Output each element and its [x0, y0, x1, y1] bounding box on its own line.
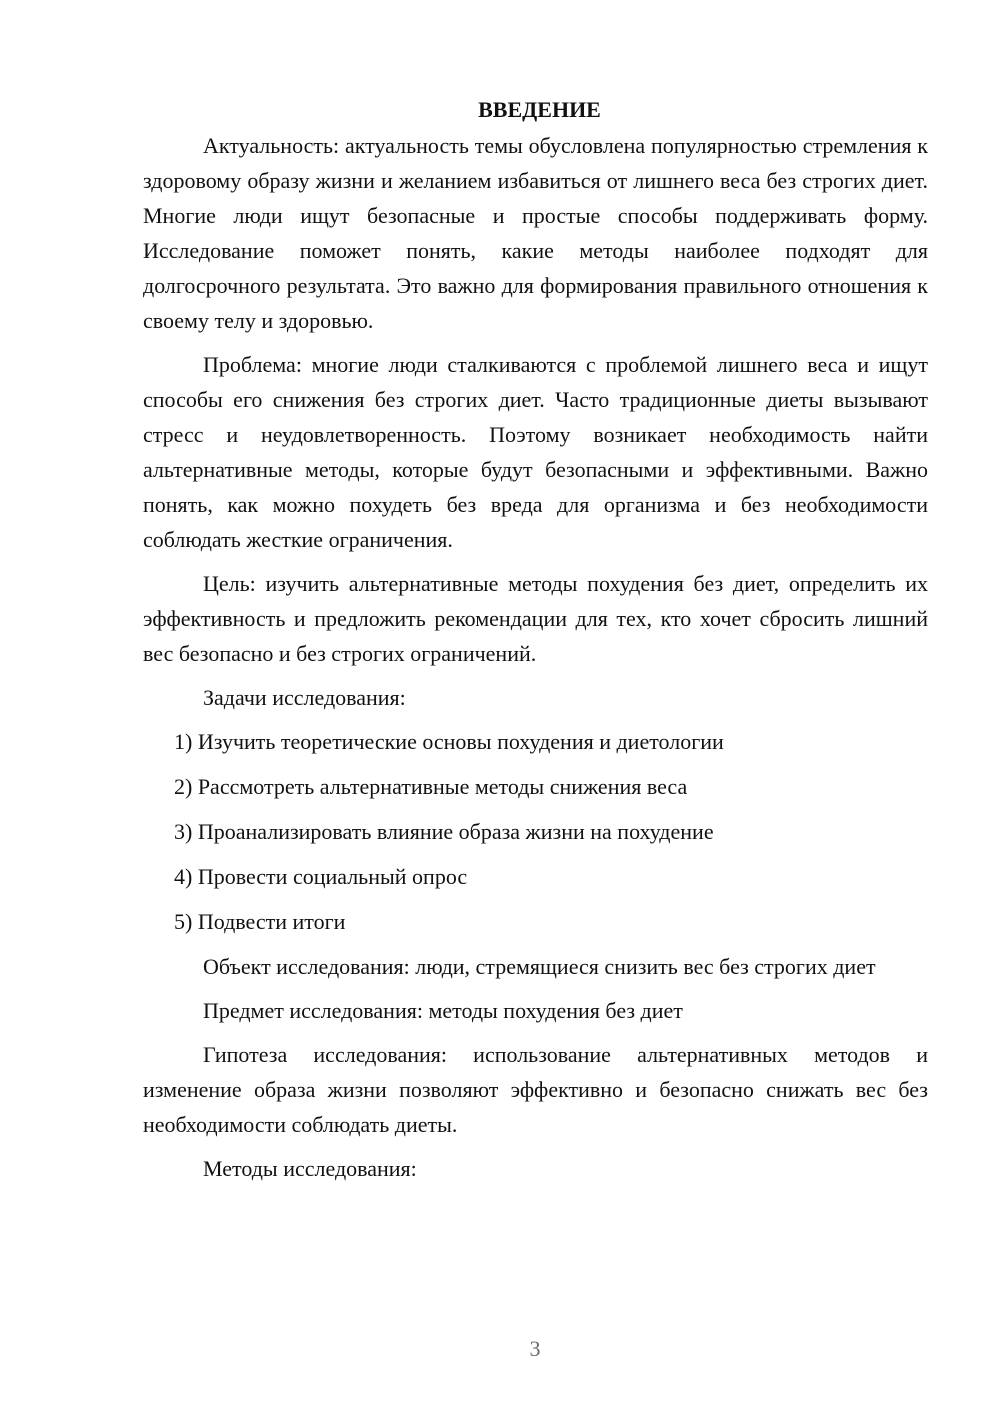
list-item: 3) Проанализировать влияние образа жизни на похудение: [174, 819, 714, 844]
paragraph-relevance: Актуальность: актуальность темы обусловлена популярностью стремления к здоровому образу жизни и желанием избавиться от лишнего веса без строгих диет. Многие люди ищут безопасные и простые способы поддерживать форму. Исследование поможет понять, какие методы наиболее подходят для долгосрочного результата. Это важно для формирования правильного отношения к своему телу и здоровью.: [143, 133, 928, 333]
list-item: 1) Изучить теоретические основы похудения и диетологии: [174, 729, 724, 754]
paragraph-tasks-intro: Задачи исследования:: [203, 685, 406, 710]
list-item: 2) Рассмотреть альтернативные методы снижения веса: [174, 774, 688, 799]
list-item: 5) Подвести итоги: [174, 909, 346, 934]
page-content: [143, 92, 928, 1195]
list-item: 4) Провести социальный опрос: [174, 864, 468, 889]
paragraph-problem: Проблема: многие люди сталкиваются с проблемой лишнего веса и ищут способы его снижения без строгих диет. Часто традиционные диеты вызывают стресс и неудовлетворенность. Поэтому возникает необходимость найти альтернативные методы, которые будут безопасными и эффективными. Важно понять, как можно похудеть без вреда для организма и без необходимости соблюдать жесткие ограничения.: [143, 352, 928, 552]
tasks-list: [143, 724, 928, 939]
paragraph-object: Объект исследования: люди, стремящиеся снизить вес без строгих диет: [203, 954, 876, 979]
page-number: 3: [529, 1336, 541, 1361]
section-heading: ВВЕДЕНИЕ: [478, 97, 601, 122]
paragraph-hypothesis: Гипотеза исследования: использование альтернативных методов и изменение образа жизни позволяют эффективно и безопасно снижать вес без необходимости соблюдать диеты.: [143, 1042, 928, 1137]
paragraph-subject: Предмет исследования: методы похудения без диет: [203, 998, 683, 1023]
paragraph-methods-intro: Методы исследования:: [203, 1156, 417, 1181]
paragraph-goal: Цель: изучить альтернативные методы похудения без диет, определить их эффективность и предложить рекомендации для тех, кто хочет сбросить лишний вес безопасно и без строгих ограничений.: [143, 571, 928, 666]
